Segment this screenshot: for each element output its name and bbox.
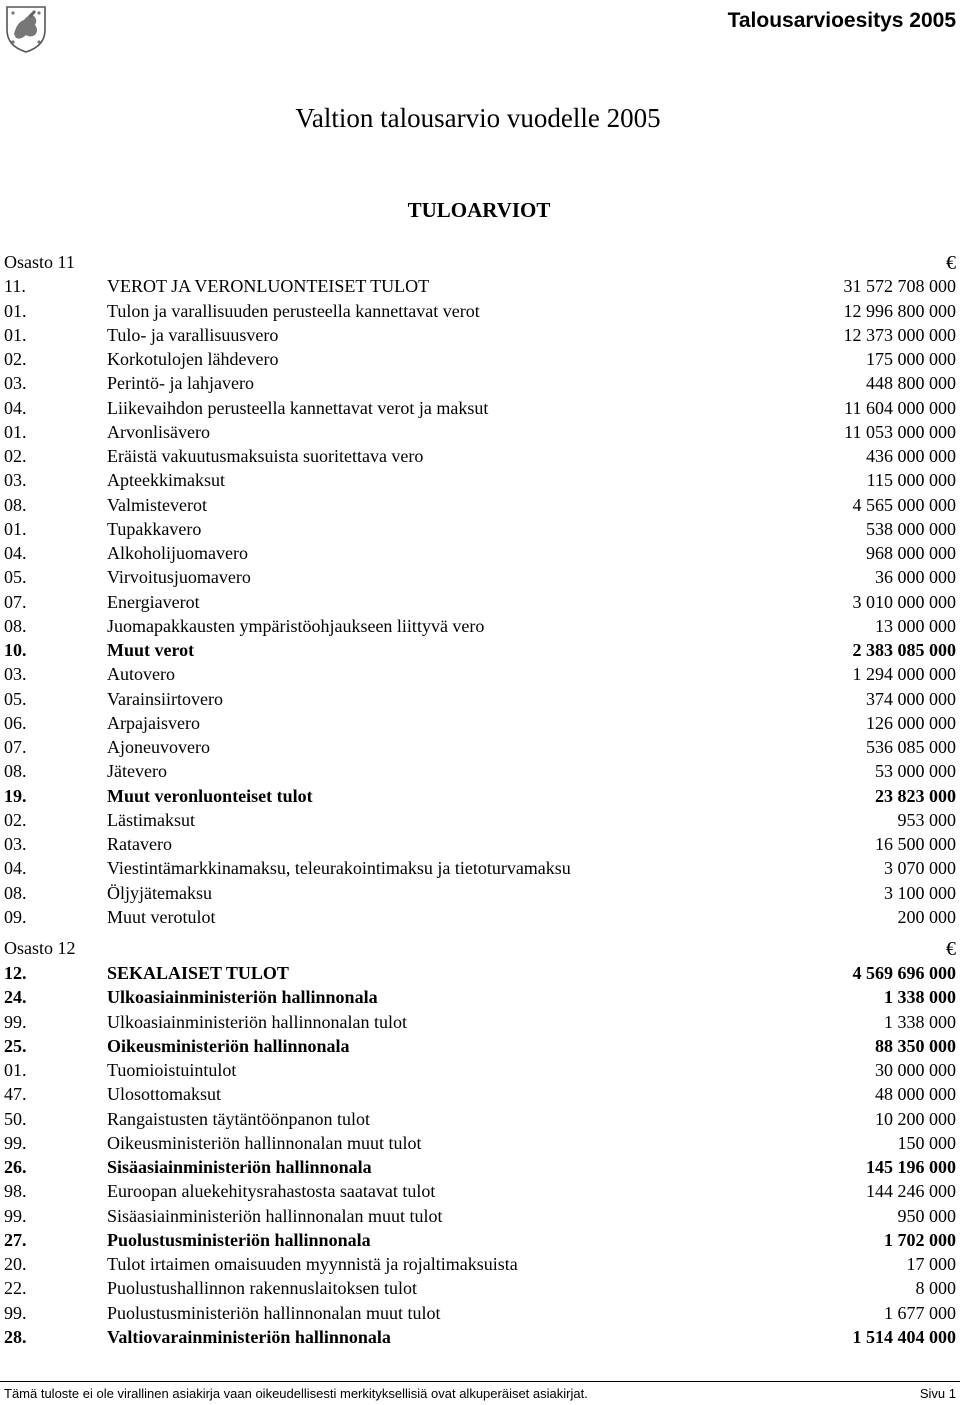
row-code: 22.: [4, 1278, 27, 1299]
row-amount: 3 100 000: [884, 882, 956, 903]
row-code: 01.: [4, 1060, 27, 1080]
coat-of-arms-icon: [4, 4, 48, 54]
row-name: Tulon ja varallisuuden perusteella kannettavat verot: [107, 300, 480, 321]
row-code: 50.: [4, 1108, 27, 1129]
row-code: 05.: [4, 567, 27, 588]
row-amount: 1 294 000 000: [852, 664, 956, 685]
row-name: Eräistä vakuutusmaksuista suoritettava vero: [107, 446, 424, 466]
table-row: [4, 323, 956, 347]
row-name: Muut veronluonteiset tulot: [107, 785, 313, 806]
footer-divider: [0, 1381, 960, 1382]
row-code: 08.: [4, 615, 27, 636]
row-name: Apteekkimaksut: [107, 470, 225, 491]
row-code: 08.: [4, 761, 27, 782]
table-row: [4, 1252, 956, 1276]
row-name: Sisäasiainministeriön hallinnonalan muut tulot: [107, 1205, 443, 1226]
table-row: [4, 1107, 956, 1131]
table-row: [4, 662, 956, 686]
table-row: [4, 1276, 956, 1300]
row-name: SEKALAISET TULOT: [107, 963, 289, 983]
row-name: Öljyjätemaksu: [107, 882, 212, 903]
row-code: 12.: [4, 963, 27, 983]
table-row: [4, 1155, 956, 1179]
table-row: [4, 1058, 956, 1082]
row-code: 07.: [4, 591, 27, 612]
table-row: [4, 784, 956, 808]
row-name: Arvonlisävero: [107, 421, 210, 442]
row-name: Valtiovarainministeriön hallinnonala: [107, 1326, 391, 1347]
row-code: 10.: [4, 640, 27, 660]
table-row: [4, 808, 956, 832]
row-amount: 12 373 000 000: [843, 324, 956, 345]
row-amount: 36 000 000: [875, 567, 956, 588]
table-row: [4, 1082, 956, 1106]
table-row: [4, 590, 956, 614]
row-amount: 8 000: [915, 1278, 956, 1299]
table-row: [4, 961, 956, 985]
page-number: Sivu 1: [919, 1386, 956, 1401]
currency-symbol: €: [946, 252, 956, 274]
table-row: [4, 1228, 956, 1252]
row-name: Ratavero: [107, 834, 172, 854]
table-row: [4, 614, 956, 638]
row-amount: 11 604 000 000: [844, 397, 956, 418]
table-row: [4, 396, 956, 420]
section-header: [4, 938, 956, 962]
row-amount: 10 200 000: [875, 1108, 956, 1129]
row-name: Sisäasiainministeriön hallinnonala: [107, 1157, 372, 1177]
row-amount: 23 823 000: [875, 785, 956, 806]
row-amount: 144 246 000: [866, 1181, 956, 1202]
table-row: [4, 905, 956, 929]
table-row: [4, 638, 956, 662]
row-amount: 150 000: [897, 1132, 956, 1153]
row-code: 07.: [4, 737, 27, 757]
row-amount: 30 000 000: [875, 1060, 956, 1080]
row-name: Tulo- ja varallisuusvero: [107, 324, 279, 345]
row-amount: 448 800 000: [866, 373, 956, 394]
section-label: Osasto 12: [4, 938, 76, 958]
row-name: Liikevaihdon perusteella kannettavat verot ja maksut: [107, 397, 489, 418]
row-name: Ulkoasiainministeriön hallinnonala: [107, 987, 378, 1008]
row-amount: 145 196 000: [866, 1157, 956, 1177]
row-code: 99.: [4, 1205, 27, 1226]
table-row: [4, 1179, 956, 1203]
row-name: Virvoitusjuomavero: [107, 567, 251, 588]
row-amount: 88 350 000: [875, 1035, 956, 1056]
table-row: [4, 1010, 956, 1034]
row-name: Valmisteverot: [107, 494, 207, 515]
row-name: Tuomioistuintulot: [107, 1060, 237, 1080]
section-label: Osasto 11: [4, 252, 75, 272]
row-amount: 1 677 000: [884, 1302, 956, 1323]
table-row: [4, 735, 956, 759]
row-amount: 2 383 085 000: [852, 640, 956, 660]
row-amount: 374 000 000: [866, 688, 956, 709]
row-code: 08.: [4, 882, 27, 903]
row-code: 19.: [4, 785, 27, 806]
row-code: 04.: [4, 543, 27, 563]
row-code: 03.: [4, 664, 27, 685]
row-amount: 4 569 696 000: [852, 963, 956, 983]
row-name: Korkotulojen lähdevero: [107, 349, 279, 369]
row-amount: 115 000 000: [866, 470, 956, 491]
row-code: 02.: [4, 809, 27, 830]
table-row: [4, 420, 956, 444]
row-name: Oikeusministeriön hallinnonala: [107, 1035, 350, 1056]
table-row: [4, 565, 956, 589]
table-row: [4, 1301, 956, 1325]
row-name: Muut verot: [107, 640, 195, 660]
row-code: 08.: [4, 494, 27, 515]
table-row: [4, 759, 956, 783]
row-code: 09.: [4, 906, 27, 927]
row-code: 04.: [4, 858, 27, 879]
row-amount: 4 565 000 000: [852, 494, 956, 515]
row-code: 28.: [4, 1326, 27, 1347]
row-name: Puolustushallinnon rakennuslaitoksen tulot: [107, 1278, 417, 1299]
row-code: 99.: [4, 1302, 27, 1323]
row-code: 98.: [4, 1181, 27, 1202]
row-name: Jätevero: [107, 761, 167, 782]
row-name: Energiaverot: [107, 591, 200, 612]
row-name: Lästimaksut: [107, 809, 195, 830]
row-name: Muut verotulot: [107, 906, 216, 927]
row-code: 04.: [4, 397, 27, 418]
row-amount: 175 000 000: [866, 349, 956, 369]
table-row: [4, 856, 956, 880]
row-amount: 16 500 000: [875, 834, 956, 854]
row-name: Tulot irtaimen omaisuuden myynnistä ja rojaltimaksuista: [107, 1254, 518, 1274]
row-code: 26.: [4, 1157, 27, 1177]
row-name: Ulosottomaksut: [107, 1084, 222, 1105]
row-amount: 1 338 000: [884, 987, 956, 1008]
row-amount: 48 000 000: [875, 1084, 956, 1105]
row-amount: 53 000 000: [875, 761, 956, 782]
table-row: [4, 541, 956, 565]
row-name: Alkoholijuomavero: [107, 543, 248, 563]
row-name: Ajoneuvovero: [107, 737, 210, 757]
row-amount: 200 000: [897, 906, 956, 927]
row-name: Autovero: [107, 664, 175, 685]
row-code: 01.: [4, 421, 27, 442]
row-amount: 968 000 000: [866, 543, 956, 563]
table-row: [4, 1325, 956, 1349]
table-row: [4, 274, 956, 298]
row-code: 01.: [4, 518, 27, 539]
table-row: [4, 1204, 956, 1228]
row-amount: 12 996 800 000: [843, 300, 956, 321]
row-code: 03.: [4, 834, 27, 854]
row-code: 20.: [4, 1254, 27, 1274]
table-row: [4, 493, 956, 517]
table-row: [4, 299, 956, 323]
row-code: 24.: [4, 987, 27, 1008]
row-code: 47.: [4, 1084, 27, 1105]
row-code: 01.: [4, 300, 27, 321]
row-amount: 31 572 708 000: [843, 276, 956, 297]
table-row: [4, 347, 956, 371]
row-amount: 13 000 000: [875, 615, 956, 636]
row-code: 02.: [4, 446, 27, 466]
table-row: [4, 444, 956, 468]
row-amount: 3 070 000: [884, 858, 956, 879]
row-name: Perintö- ja lahjavero: [107, 373, 254, 394]
row-name: Viestintämarkkinamaksu, teleurakointimaksu ja tietoturvamaksu: [107, 858, 571, 879]
row-code: 25.: [4, 1035, 27, 1056]
row-name: Oikeusministeriön hallinnonalan muut tulot: [107, 1132, 422, 1153]
row-code: 99.: [4, 1011, 27, 1032]
header-title: Talousarvioesitys 2005: [727, 9, 956, 32]
table-row: [4, 1131, 956, 1155]
row-name: Rangaistusten täytäntöönpanon tulot: [107, 1108, 370, 1129]
table-row: [4, 881, 956, 905]
row-code: 11.: [4, 276, 26, 297]
row-amount: 538 000 000: [866, 518, 956, 539]
section-header: [4, 252, 956, 276]
row-code: 03.: [4, 373, 27, 394]
row-amount: 3 010 000 000: [852, 591, 956, 612]
table-row: [4, 371, 956, 395]
row-name: Euroopan aluekehitysrahastosta saatavat tulot: [107, 1181, 436, 1202]
row-code: 06.: [4, 712, 27, 733]
row-code: 99.: [4, 1132, 27, 1153]
row-code: 03.: [4, 470, 27, 491]
table-row: [4, 832, 956, 856]
table-row: [4, 687, 956, 711]
row-name: Puolustusministeriön hallinnonalan muut tulot: [107, 1302, 441, 1323]
row-code: 01.: [4, 324, 27, 345]
row-amount: 953 000: [897, 809, 956, 830]
table-row: [4, 468, 956, 492]
row-amount: 436 000 000: [866, 446, 956, 466]
row-name: Arpajaisvero: [107, 712, 200, 733]
row-amount: 536 085 000: [866, 737, 956, 757]
row-amount: 17 000: [906, 1254, 956, 1274]
footer-note: Tämä tuloste ei ole virallinen asiakirja vaan oikeudellisesti merkityksellisiä ovat alkuperäiset asiakirjat.: [4, 1386, 588, 1401]
row-amount: 1 702 000: [884, 1229, 956, 1250]
row-amount: 1 514 404 000: [852, 1326, 956, 1347]
row-amount: 126 000 000: [866, 712, 956, 733]
row-name: Ulkoasiainministeriön hallinnonalan tulot: [107, 1011, 407, 1032]
row-amount: 1 338 000: [884, 1011, 956, 1032]
row-name: Tupakkavero: [107, 518, 202, 539]
table-row: [4, 517, 956, 541]
document-subtitle: TULOARVIOT: [407, 198, 551, 222]
table-row: [4, 985, 956, 1009]
table-row: [4, 1034, 956, 1058]
row-amount: 950 000: [897, 1205, 956, 1226]
row-code: 27.: [4, 1229, 27, 1250]
row-name: VEROT JA VERONLUONTEISET TULOT: [107, 276, 430, 297]
row-name: Juomapakkausten ympäristöohjaukseen liittyvä vero: [107, 615, 485, 636]
row-name: Varainsiirtovero: [107, 688, 223, 709]
row-code: 02.: [4, 349, 27, 369]
table-row: [4, 711, 956, 735]
document-title: Valtion talousarvio vuodelle 2005: [295, 103, 661, 133]
row-code: 05.: [4, 688, 27, 709]
currency-symbol: €: [946, 938, 956, 960]
row-name: Puolustusministeriön hallinnonala: [107, 1229, 371, 1250]
row-amount: 11 053 000 000: [844, 421, 956, 442]
